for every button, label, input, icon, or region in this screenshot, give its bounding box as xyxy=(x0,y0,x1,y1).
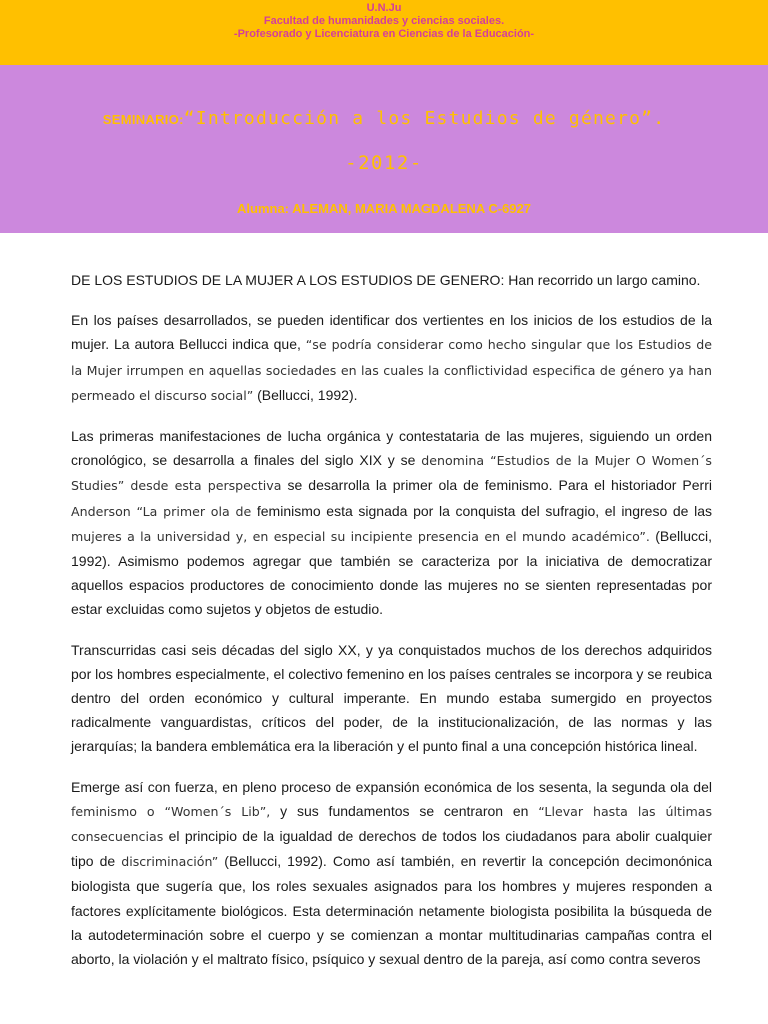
seminar-line xyxy=(0,108,768,129)
section-heading: DE LOS ESTUDIOS DE LA MUJER A LOS ESTUDIOS DE GENERO: Han recorrido un largo camino. xyxy=(71,272,701,288)
paragraph-2-text-a: Las primeras manifestaciones de lucha orgánica y contestataria de las mujeres, siguiendo un orden cronológico, se desarrolla a finales del siglo XIX y se xyxy=(71,428,712,469)
university-name: U.N.Ju xyxy=(366,2,402,14)
seminar-label: SEMINARIO: xyxy=(102,112,184,127)
paragraph-4 xyxy=(71,775,712,972)
program-name: -Profesorado y Licenciatura en Ciencias de la Educación- xyxy=(233,28,535,40)
paragraph-2 xyxy=(71,424,712,622)
document-body xyxy=(71,268,712,987)
paragraph-4-text-c: el principio de la igualdad de derechos de todos los ciudadanos para abolir cualquier tipo de xyxy=(71,828,712,870)
paragraph-4-text-a: Emerge así con fuerza, en pleno proceso de expansión económica de los sesenta, la segunda ola del xyxy=(71,778,712,795)
header-band xyxy=(0,0,768,65)
paragraph-3: Transcurridas casi seis décadas del siglo XX, y ya conquistados muchos de los derechos adquiridos por los hombres especialmente, el colectivo femenino en los países centrales se incorpora y se reubica dentro del orden económico y cultural imperante. En mundo estaba sumergido en proyectos radicalmente vanguardistas, críticos del poder, de la institucionalización, de las normas y las jerarquías; la bandera emblemática era la liberación y el punto final a una concepción histórica lineal. xyxy=(71,641,712,755)
faculty-name: Facultad de humanidades y ciencias sociales. xyxy=(263,15,505,27)
paragraph-2-quote-2: Anderson “La primer ola de xyxy=(71,503,252,519)
paragraph-2-quote-3: mujeres a la universidad y, en especial su incipiente presencia en el mundo académico”. xyxy=(71,528,650,544)
paragraph-4-quote-2: “Llevar hasta las últimas consecuencias xyxy=(71,803,713,845)
paragraph-2-text-d: (Bellucci, 1992). Asimismo podemos agregar que también se caracteriza por la iniciativa de democratizar aquellos espacios productores de conocimiento donde las mujeres no se sienten representadas por estar excluidas como sujetos y objetos de estudio. xyxy=(71,527,712,618)
title-band xyxy=(0,65,768,233)
paragraph-4-quote-3: discriminación” xyxy=(121,854,219,870)
paragraph-2-text-c: feminismo esta signada por la conquista del sufragio, el ingreso de las xyxy=(251,502,712,519)
paragraph-4-text-b: y sus fundamentos se centraron en xyxy=(270,802,539,819)
seminar-title: “Introducción a los Estudios de género”. xyxy=(183,108,666,129)
paragraph-2-quote-1: denomina “Estudios de la Mujer O Women´s Studies” desde esta perspectiva xyxy=(71,453,712,494)
paragraph-4-quote-1: feminismo o “Women´s Lib”, xyxy=(71,803,271,819)
paragraph-1-text-b: (Bellucci, 1992). xyxy=(253,386,358,403)
student-name: Alumna: ALEMAN, MARIA MAGDALENA C-6927 xyxy=(237,201,531,216)
paragraph-1-text-a: En los países desarrollados, se pueden identificar dos vertientes en los inicios de los estudios de la mujer. La autora Bellucci indica que, xyxy=(71,312,712,353)
paragraph-4-text-d: (Bellucci, 1992). Como así también, en revertir la concepción decimonónica biologista que sugería que, los roles sexuales asignados para los hombres y mujeres responden a factores explícitamente biológicos. Esta determinación netamente biologista posibilita la búsqueda de la autodeterminación sobre el cuerpo y se comienzan a montar multitudinarias campañas contra el aborto, la violación y el maltrato físico, psíquico y sexual dentro de la pareja, así como contra severos xyxy=(71,853,712,968)
paragraph-2-text-b: se desarrolla la primer ola de feminismo. Para el historiador Perri xyxy=(281,477,712,494)
paragraph-1 xyxy=(71,308,712,408)
seminar-year: -2012- xyxy=(345,152,423,174)
paragraph-1-quote: “se podría considerar como hecho singular que los Estudios de la Mujer irrumpen en aquellas sociedades en las cuales la conflictividad especifica de género ya han permeado el discurso social” xyxy=(71,337,712,403)
